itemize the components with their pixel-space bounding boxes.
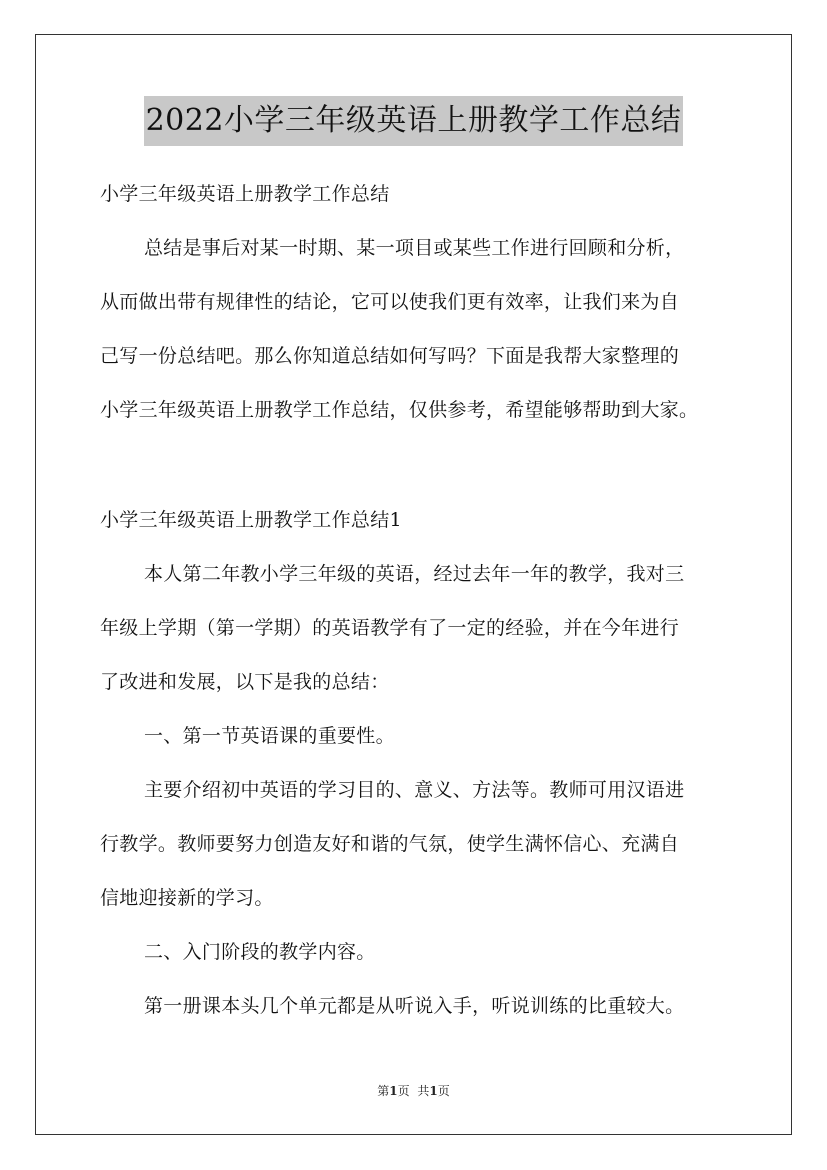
- page-suffix: 页: [397, 1084, 410, 1098]
- total-prefix: 共: [417, 1084, 430, 1098]
- paragraph-line: 第一册课本头几个单元都是从听说入手，听说训练的比重较大。: [144, 995, 685, 1017]
- subheading-line: 一、第一节英语课的重要性。: [144, 725, 395, 747]
- paragraph-line: 从而做出带有规律性的结论，它可以使我们更有效率，让我们来为自: [100, 291, 680, 313]
- paragraph-line: 己写一份总结吧。那么你知道总结如何写吗？下面是我帮大家整理的: [100, 345, 680, 367]
- document-title: 2022小学三年级英语上册教学工作总结: [144, 96, 684, 146]
- paragraph-line: 本人第二年教小学三年级的英语，经过去年一年的教学，我对三: [144, 563, 685, 585]
- paragraph-line: 信地迎接新的学习。: [100, 887, 274, 909]
- page-footer: [0, 1083, 827, 1099]
- title-container: [0, 96, 827, 146]
- paragraph-line: 主要介绍初中英语的学习目的、意义、方法等。教师可用汉语进: [144, 779, 685, 801]
- total-page-number: 1: [429, 1084, 438, 1098]
- document-subtitle: 小学三年级英语上册教学工作总结: [100, 183, 390, 205]
- page-prefix: 第: [377, 1084, 390, 1098]
- paragraph-line: 年级上学期（第一学期）的英语教学有了一定的经验，并在今年进行: [100, 617, 680, 639]
- paragraph-line: 行教学。教师要努力创造友好和谐的气氛，使学生满怀信心、充满自: [100, 833, 680, 855]
- paragraph-line: 了改进和发展，以下是我的总结：: [100, 671, 390, 693]
- paragraph-line: 小学三年级英语上册教学工作总结，仅供参考，希望能够帮助到大家。: [100, 399, 699, 421]
- subheading-line: 二、入门阶段的教学内容。: [144, 941, 376, 963]
- section-heading: 小学三年级英语上册教学工作总结1: [100, 509, 402, 531]
- total-suffix: 页: [437, 1084, 450, 1098]
- current-page-number: 1: [389, 1084, 398, 1098]
- paragraph-line: 总结是事后对某一时期、某一项目或某些工作进行回顾和分析，: [144, 237, 685, 259]
